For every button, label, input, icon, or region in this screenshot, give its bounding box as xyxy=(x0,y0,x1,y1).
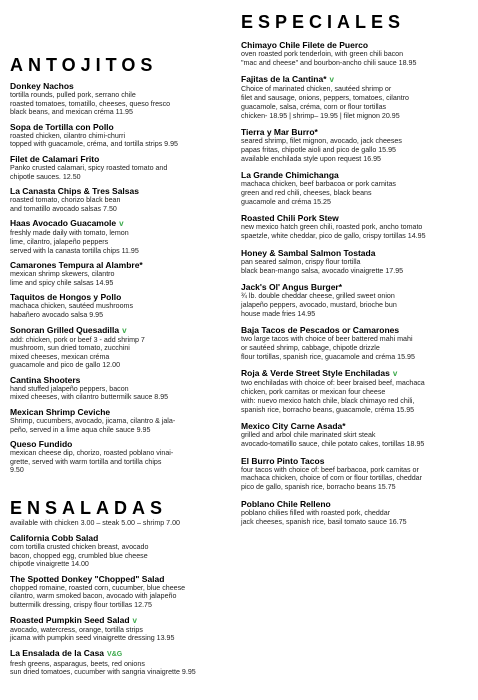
menu-item xyxy=(10,186,232,213)
menu-item-description: two large tacos with choice of beer battered mahi mahi or sautéed shrimp, cabbage, chipotle drizzle flour tortillas, spanish rice, guacamole and créma 15.95 xyxy=(241,335,415,361)
especiales-heading: ESPECIALES xyxy=(241,12,406,32)
menu-item-name-text: California Cobb Salad xyxy=(10,533,99,543)
menu-item-name-text: Mexican Shrimp Ceviche xyxy=(10,407,111,418)
ensaladas-list xyxy=(10,533,232,677)
menu-item-description: two enchiladas with choice of: beer braised beef, machaca chicken, pork carnitas or mexican four cheese with: nuevo mexico hatch chile, black chimayo red chili, spanish rice, borracho beans, guacamole, créma 15.95 xyxy=(241,379,425,414)
menu-item-description: mexican cheese dip, chorizo, roasted poblano vinai- grette, served with warm tortilla and tortilla chips 9.50 xyxy=(10,449,174,475)
menu-item-name-text: Roasted Chili Pork Stew xyxy=(241,213,339,224)
menu-item-name xyxy=(10,648,232,660)
menu-item-description: corn tortilla crusted chicken breast, avocado bacon, chopped egg, crumbled blue cheese chipotle vinaigrette 14.00 xyxy=(10,543,149,569)
menu-item-description: grilled and arbol chile marinated skirt steak avocado-tomatillo sauce, chile potato cakes, tortillas 18.95 xyxy=(241,431,425,448)
menu-item-name-text: Chimayo Chile Filete de Puerco xyxy=(241,40,369,50)
menu-item-name xyxy=(10,186,232,196)
menu-item-description: new mexico hatch green chili, roasted pork, ancho tomato spaetzle, white cheddar, pico de gallo, crispy tortillas 14.95 xyxy=(241,223,426,241)
menu-item-name xyxy=(10,615,232,626)
menu-item xyxy=(10,615,232,643)
menu-item-name xyxy=(10,292,232,302)
menu-item-name xyxy=(241,170,473,180)
menu-item xyxy=(10,533,232,569)
menu-item xyxy=(10,407,232,434)
menu-item-name-text: Mexico City Carne Asada* xyxy=(241,421,346,432)
menu-item-description: seared shrimp, filet mignon, avocado, jack cheeses papas fritas, chipotle aioli and pico de gallo 15.95 available enchilada style upon request 16.95 xyxy=(241,137,402,163)
menu-item-name-text: Taquitos de Hongos y Pollo xyxy=(10,292,122,303)
menu-item xyxy=(10,260,232,287)
menu-item-name-text: Cantina Shooters xyxy=(10,374,81,385)
menu-item-description: oven roasted pork tenderloin, with green chili bacon "mac and cheese" and bourbon-ancho chili sauce 18.95 xyxy=(241,50,417,67)
menu-item-name-text: La Ensalada de la Casa xyxy=(10,647,105,658)
menu-item xyxy=(10,325,232,370)
menu-item xyxy=(241,325,473,361)
menu-item xyxy=(241,282,473,318)
menu-item-name-text: Sonoran Grilled Quesadilla xyxy=(10,324,120,335)
menu-item xyxy=(241,421,473,448)
menu-item-name xyxy=(10,574,232,584)
menu-item-description: pan seared salmon, crispy flour tortilla black bean-mango salsa, avocado vinaigrette 17.95 xyxy=(241,257,404,275)
menu-item-description: chopped romaine, roasted corn, cucumber, blue cheese cilantro, warm smoked bacon, avocado with jalapeño buttermilk dressing, crispy flour tortillas 12.75 xyxy=(10,583,186,609)
vegetarian-icon: v xyxy=(329,75,334,85)
ensaladas-addons-note: available with chicken 3.00 – steak 5.00 – shrimp 7.00 xyxy=(10,519,180,527)
menu-item-name-text: Sopa de Tortilla con Pollo xyxy=(10,121,114,132)
menu-item-description: avocado, watercress, orange, tortilla strips jicama with pumpkin seed vinaigrette dressing 13.95 xyxy=(10,625,175,643)
menu-item-description: poblano chilies filled with roasted pork, cheddar jack cheeses, spanish rice, basil tomato sauce 16.75 xyxy=(241,508,407,526)
menu-item-description: machaca chicken, sautéed mushrooms habañero avocado salsa 9.95 xyxy=(10,302,134,319)
menu-item xyxy=(10,218,232,255)
menu-item-name-text: La Canasta Chips & Tres Salsas xyxy=(10,186,139,197)
antojitos-list xyxy=(10,81,232,475)
especiales-list xyxy=(241,40,473,526)
menu-item-description: roasted chicken, cilantro chimi-churri topped with guacamole, créma, and tortilla strips 9.95 xyxy=(10,131,178,149)
vegetarian-icon: v xyxy=(132,615,137,625)
menu-item-name-text: Baja Tacos de Pescados or Camarones xyxy=(241,325,400,336)
menu-item xyxy=(10,375,232,402)
menu-item-description: add: chicken, pork or beef 3 - add shrimp 7 mushroom, sun dried tomato, zucchini mixed cheeses, mexican créma guacamole and pico de gallo 12.00 xyxy=(10,335,145,370)
left-column xyxy=(10,0,232,677)
menu-item xyxy=(10,154,232,181)
menu-item-name xyxy=(241,213,473,223)
menu-item xyxy=(10,292,232,319)
menu-item xyxy=(241,213,473,240)
ensaladas-heading: ENSALADAS xyxy=(10,498,168,518)
menu-item xyxy=(241,499,473,526)
menu-item-name-text: El Burro Pinto Tacos xyxy=(241,455,325,466)
menu-item-name-text: Filet de Calamari Frito xyxy=(10,153,100,164)
menu-item-name xyxy=(241,74,473,85)
menu-item-name xyxy=(10,439,232,449)
menu-item-name xyxy=(241,40,473,50)
menu-item-name xyxy=(10,154,232,164)
menu-item-name-text: The Spotted Donkey "Chopped" Salad xyxy=(10,573,165,584)
menu-item-name-text: Donkey Nachos xyxy=(10,81,74,91)
menu-item-name xyxy=(241,127,473,137)
menu-item xyxy=(241,74,473,120)
menu-item-name-text: Jack's Ol' Angus Burger* xyxy=(241,282,343,293)
menu-item xyxy=(10,122,232,149)
menu-item-name-text: Queso Fundido xyxy=(10,439,73,450)
menu-item-name xyxy=(10,218,232,229)
menu-item-description: hand stuffed jalapeño peppers, bacon mixed cheeses, with cilantro buttermilk sauce 8.95 xyxy=(10,384,169,402)
menu-item-description: Panko crusted calamari, spicy roasted tomato and chipotle sauces. 12.50 xyxy=(10,163,168,181)
menu-item-name xyxy=(10,325,232,336)
vegetarian-icon: v xyxy=(122,325,127,335)
menu-item-description: ¾ lb. double cheddar cheese, grilled sweet onion jalapeño peppers, avocado, mustard, brioche bun house made fries 14.95 xyxy=(241,292,397,318)
vegetarian-icon: v xyxy=(392,369,398,379)
menu-item-name-text: La Grande Chimichanga xyxy=(241,170,339,181)
menu-item-name-text: Roasted Pumpkin Seed Salad xyxy=(10,614,130,625)
antojitos-heading: ANTOJITOS xyxy=(10,55,158,75)
menu-item-name-text: Honey & Sambal Salmon Tostada xyxy=(241,247,376,258)
menu-item-name xyxy=(10,407,232,417)
menu-item-name xyxy=(241,282,473,292)
menu-item-name-text: Roja & Verde Street Style Enchiladas xyxy=(241,368,390,379)
right-column xyxy=(241,0,473,526)
menu-item xyxy=(241,127,473,163)
menu-item-name-text: Haas Avocado Guacamole xyxy=(10,218,117,229)
menu-item-name xyxy=(241,368,473,379)
vegan-gluten-free-icon: V&G xyxy=(107,650,123,658)
menu-item xyxy=(10,648,232,677)
menu-item xyxy=(241,248,473,275)
menu-item-name xyxy=(241,248,473,258)
menu-item-name-text: Poblano Chile Relleno xyxy=(241,498,331,509)
menu-item-description: mexican shrimp skewers, cilantro lime and spicy chile salsas 14.95 xyxy=(10,270,115,287)
menu-item xyxy=(241,368,473,414)
menu-item-name xyxy=(10,81,232,91)
menu-item-description: four tacos with choice of: beef barbacoa, pork camitas or machaca chicken, choice of corn or flour tortillas, cheddar pico de gallo, spanish rice, borracho beans 15.75 xyxy=(241,465,422,492)
menu-item xyxy=(10,81,232,117)
menu-item xyxy=(10,439,232,475)
menu-item xyxy=(241,170,473,206)
menu-item-name xyxy=(10,375,232,385)
menu-item-name xyxy=(10,122,232,132)
menu-item-name xyxy=(10,533,232,543)
menu-item-name xyxy=(10,260,232,270)
vegetarian-icon: v xyxy=(119,219,124,229)
menu-item xyxy=(241,40,473,67)
menu-item-name-text: Fajitas de la Cantina* xyxy=(241,74,327,85)
menu-item-description: fresh greens, asparagus, beets, red onions sun dried tomatoes, cucumber with sangria vinaigrette 9.95 xyxy=(10,659,196,677)
menu-item-description: Shrimp, cucumbers, avocado, jicama, cilantro & jala- peño, served in a lime aqua chile sauce 9.95 xyxy=(10,417,176,434)
menu-item xyxy=(10,574,232,610)
menu-item-name xyxy=(241,456,473,466)
menu-item xyxy=(241,456,473,492)
menu-item-name xyxy=(241,325,473,335)
menu-item-name-text: Camarones Tempura al Alambre* xyxy=(10,260,143,271)
menu-item-description: roasted tomato, chorizo black bean and tomatillo avocado salsas 7.50 xyxy=(10,196,121,213)
menu-item-name xyxy=(241,499,473,509)
menu-item-name xyxy=(241,421,473,431)
menu-item-description: tortilla rounds, pulled pork, serrano chile roasted tomatoes, tomatillo, cheeses, queso fresco black beans, and mexican créma 11.95 xyxy=(10,91,171,117)
menu-item-description: freshly made daily with tomato, lemon lime, cilantro, jalapeño peppers served with la canasta tortilla chips 11.95 xyxy=(10,229,139,255)
menu-item-name-text: Tierra y Mar Burro* xyxy=(241,127,318,138)
menu-item-description: machaca chicken, beef barbacoa or pork carnitas green and red chili, cheeses, black beans guacamole and créma 15.25 xyxy=(241,180,396,206)
menu-item-description: Choice of marinated chicken, sautéed shrimp or filet and sausage, onions, peppers, tomatoes, cilantro guacamole, salsa, créma, corn or flour tortillas chicken- 18.95 | shrimp– 19.95 | filet mignon 20.95 xyxy=(241,85,409,120)
